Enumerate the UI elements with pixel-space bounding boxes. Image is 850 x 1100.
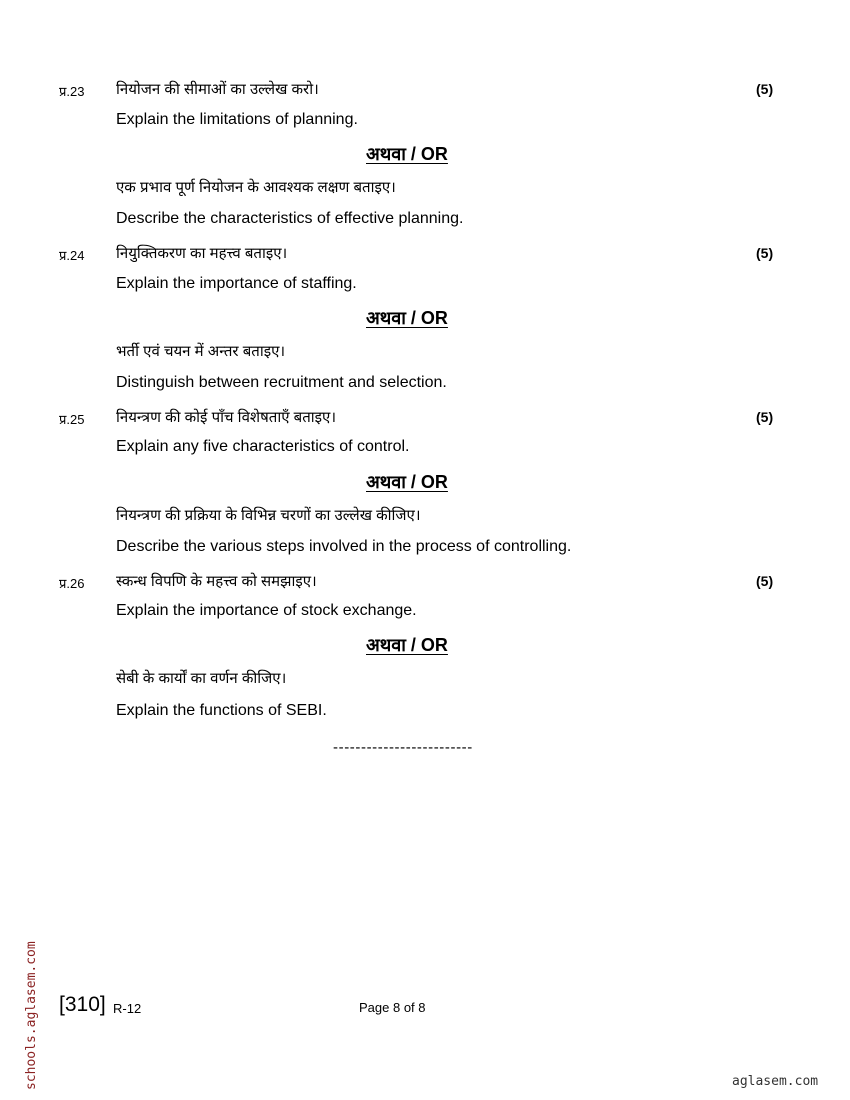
question-marks: (5) <box>756 409 774 425</box>
or-divider: अथवा / OR <box>366 635 448 655</box>
end-of-paper-line: ------------------------- <box>333 739 473 756</box>
alternative-text-hindi: भर्ती एवं चयन में अन्तर बताइए। <box>116 343 286 360</box>
question-number: प्र.23 <box>59 84 85 99</box>
paper-series: R-12 <box>113 1001 142 1016</box>
alternative-text-hindi: सेबी के कार्यों का वर्णन कीजिए। <box>116 670 287 687</box>
question-marks: (5) <box>756 245 774 261</box>
question-text-english: Explain the importance of staffing. <box>116 275 357 292</box>
alternative-text-english: Describe the characteristics of effective planning. <box>116 210 464 227</box>
alternative-text-english: Distinguish between recruitment and selection. <box>116 374 447 391</box>
or-divider: अथवा / OR <box>366 472 448 492</box>
page-number: Page 8 of 8 <box>359 1000 426 1015</box>
question-marks: (5) <box>756 573 774 589</box>
question-text-hindi: नियोजन की सीमाओं का उल्लेख करो। <box>116 81 319 98</box>
question-number: प्र.25 <box>59 412 85 427</box>
alternative-text-hindi: नियन्त्रण की प्रक्रिया के विभिन्न चरणों का उल्लेख कीजिए। <box>116 507 421 524</box>
alternative-text-hindi: एक प्रभाव पूर्ण नियोजन के आवश्यक लक्षण बताइए। <box>116 179 396 196</box>
alternative-text-english: Explain the functions of SEBI. <box>116 702 327 719</box>
question-marks: (5) <box>756 81 774 97</box>
question-text-english: Explain the limitations of planning. <box>116 111 358 128</box>
paper-code: [310] <box>59 993 106 1016</box>
question-number: प्र.24 <box>59 248 85 263</box>
or-divider: अथवा / OR <box>366 308 448 328</box>
question-text-hindi: स्कन्ध विपणि के महत्त्व को समझाइए। <box>116 573 317 590</box>
corner-watermark: aglasem.com <box>732 1074 819 1089</box>
or-divider: अथवा / OR <box>366 144 448 164</box>
question-text-hindi: नियुक्तिकरण का महत्त्व बताइए। <box>116 245 288 262</box>
question-number: प्र.26 <box>59 576 85 591</box>
side-watermark: schools.aglasem.com <box>24 941 39 1090</box>
question-text-english: Explain any five characteristics of control. <box>116 438 410 455</box>
question-text-english: Explain the importance of stock exchange. <box>116 602 417 619</box>
question-text-hindi: नियन्त्रण की कोई पाँच विशेषताएँ बताइए। <box>116 409 337 426</box>
alternative-text-english: Describe the various steps involved in the process of controlling. <box>116 538 572 555</box>
